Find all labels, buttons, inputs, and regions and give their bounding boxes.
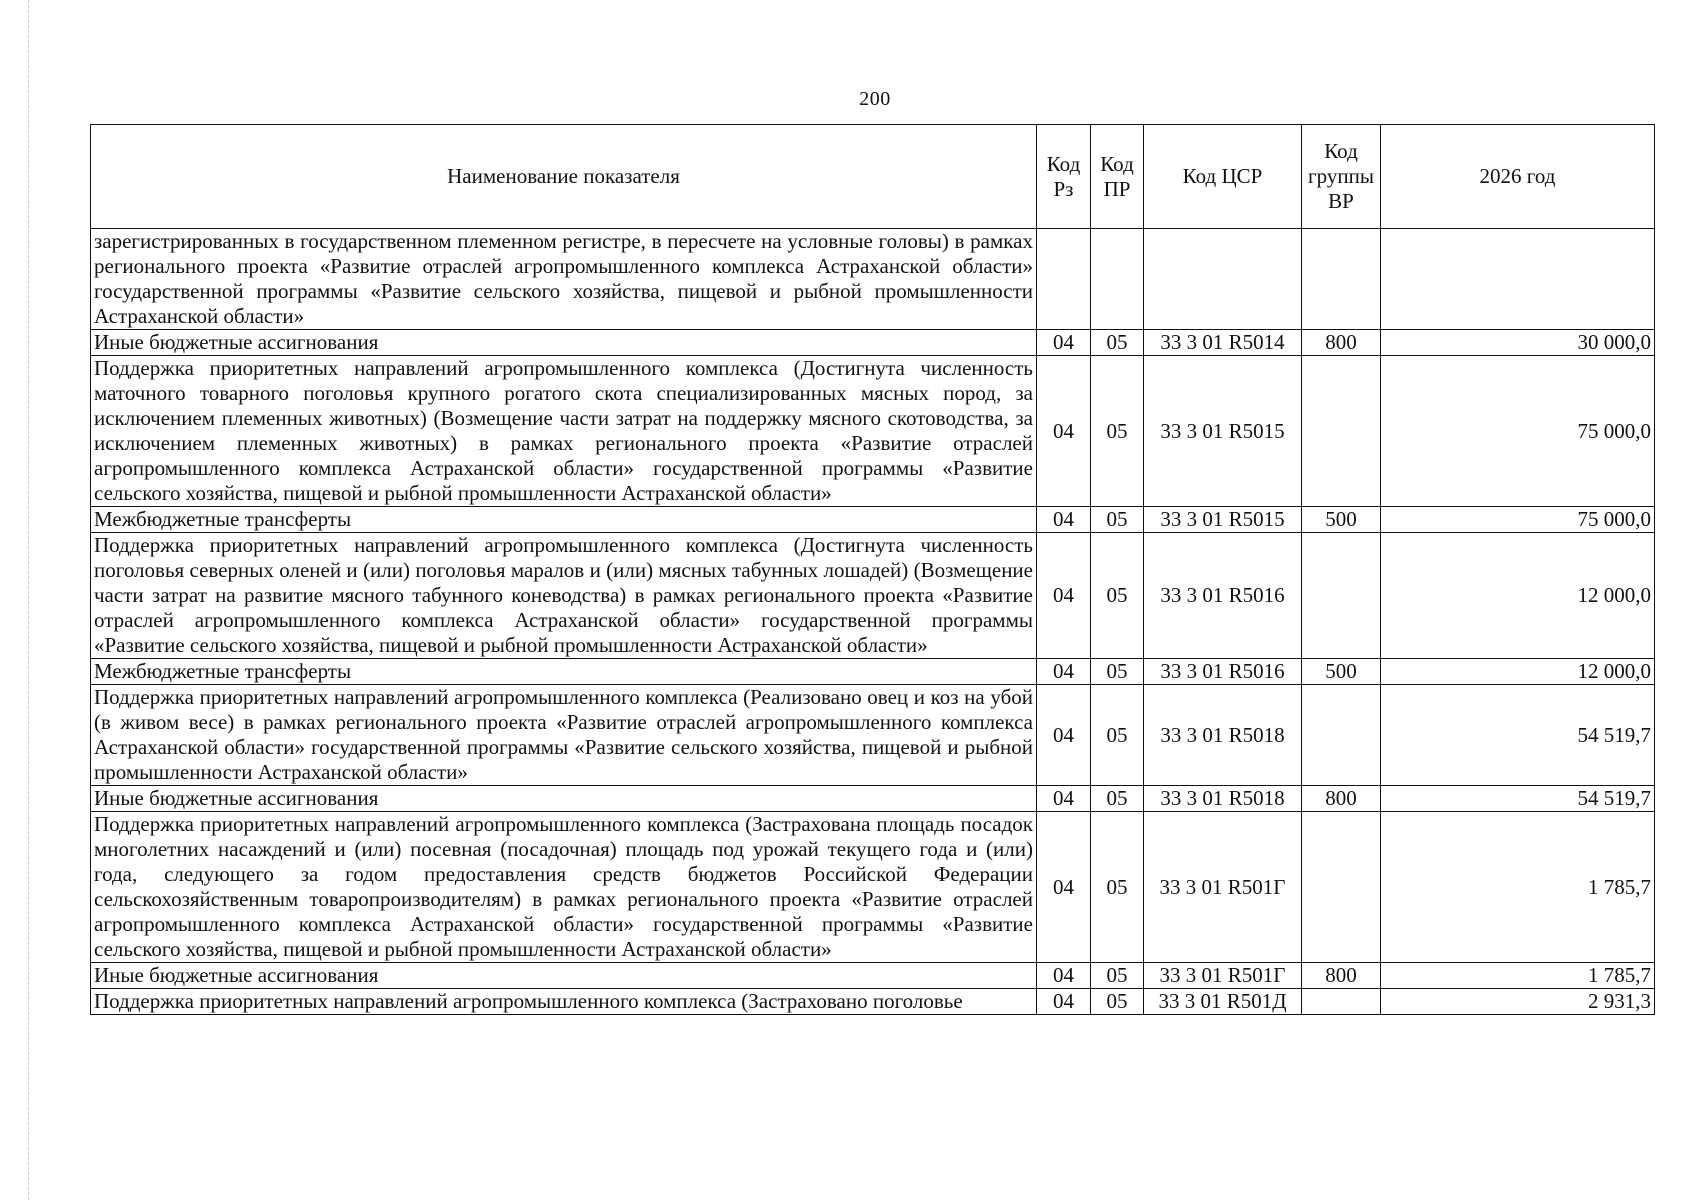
header-name: Наименование показателя [91, 125, 1037, 229]
row-pr: 05 [1091, 507, 1144, 533]
row-name: Поддержка приоритетных направлений агропромышленного комплекса (Реализовано овец и коз на убой (в живом весе) в рамках регионального проекта «Развитие отраслей агропромышленного комплекса Астраханской области» государственной программы «Развитие сельского хозяйства, пищевой и рыбной промышленности Астраханской области» [91, 685, 1037, 786]
row-vr [1302, 989, 1381, 1015]
row-name: Поддержка приоритетных направлений агропромышленного комплекса (Застрахована площадь посадок многолетних насаждений и (или) посевная (посадочная) площадь под урожай текущего года и (или) года, следующего за годом предоставления средств бюджетов Российской Федерации сельскохозяйственным товаропроизводителям) в рамках регионального проекта «Развитие отраслей агропромышленного комплекса Астраханской области» государственной программы «Развитие сельского хозяйства, пищевой и рыбной промышленности Астраханской области» [91, 812, 1037, 963]
table-row [91, 533, 1655, 659]
table-row [91, 685, 1655, 786]
row-rz: 04 [1037, 659, 1091, 685]
row-pr [1091, 229, 1144, 330]
row-csr: 33 3 01 R501Г [1144, 963, 1302, 989]
table-row [91, 989, 1655, 1015]
row-name: Поддержка приоритетных направлений агропромышленного комплекса (Достигнута численность маточного товарного поголовья крупного рогатого скота специализированных мясных пород, за исключением племенных животных) (Возмещение части затрат на поддержку мясного скотоводства, за исключением племенных животных) в рамках регионального проекта «Развитие отраслей агропромышленного комплекса Астраханской области» государственной программы «Развитие сельского хозяйства, пищевой и рыбной промышленности Астраханской области» [91, 356, 1037, 507]
row-rz: 04 [1037, 330, 1091, 356]
budget-table [90, 124, 1655, 1015]
row-rz: 04 [1037, 533, 1091, 659]
row-rz: 04 [1037, 507, 1091, 533]
row-csr: 33 3 01 R5018 [1144, 786, 1302, 812]
table-row [91, 330, 1655, 356]
row-rz: 04 [1037, 356, 1091, 507]
row-amount: 75 000,0 [1381, 356, 1655, 507]
row-rz: 04 [1037, 786, 1091, 812]
table-header-row [91, 125, 1655, 229]
row-pr: 05 [1091, 989, 1144, 1015]
row-csr: 33 3 01 R501Г [1144, 812, 1302, 963]
row-name: Поддержка приоритетных направлений агропромышленного комплекса (Достигнута численность поголовья северных оленей и (или) поголовья маралов и (или) мясных табунных лошадей) (Возмещение части затрат на развитие мясного табунного коневодства) в рамках регионального проекта «Развитие отраслей агропромышленного комплекса Астраханской области» государственной программы «Развитие сельского хозяйства, пищевой и рыбной промышленности Астраханской области» [91, 533, 1037, 659]
table-row [91, 229, 1655, 330]
row-vr: 500 [1302, 659, 1381, 685]
row-pr: 05 [1091, 659, 1144, 685]
row-amount: 30 000,0 [1381, 330, 1655, 356]
row-vr: 800 [1302, 330, 1381, 356]
row-csr: 33 3 01 R501Д [1144, 989, 1302, 1015]
row-rz: 04 [1037, 963, 1091, 989]
header-year: 2026 год [1381, 125, 1655, 229]
row-csr: 33 3 01 R5014 [1144, 330, 1302, 356]
header-vr: Код группы ВР [1302, 125, 1381, 229]
scan-edge-line [28, 0, 30, 1200]
table-row [91, 963, 1655, 989]
row-name: Межбюджетные трансферты [91, 659, 1037, 685]
row-amount [1381, 229, 1655, 330]
row-name: Иные бюджетные ассигнования [91, 963, 1037, 989]
row-pr: 05 [1091, 685, 1144, 786]
table-row [91, 659, 1655, 685]
row-name: Иные бюджетные ассигнования [91, 330, 1037, 356]
row-rz [1037, 229, 1091, 330]
row-vr: 500 [1302, 507, 1381, 533]
row-vr [1302, 533, 1381, 659]
row-amount: 54 519,7 [1381, 685, 1655, 786]
row-amount: 1 785,7 [1381, 963, 1655, 989]
table-row [91, 507, 1655, 533]
table-row [91, 786, 1655, 812]
row-name: зарегистрированных в государственном племенном регистре, в пересчете на условные головы) в рамках регионального проекта «Развитие отраслей агропромышленного комплекса Астраханской области» государственной программы «Развитие сельского хозяйства, пищевой и рыбной промышленности Астраханской области» [91, 229, 1037, 330]
row-name: Межбюджетные трансферты [91, 507, 1037, 533]
row-csr: 33 3 01 R5015 [1144, 507, 1302, 533]
row-pr: 05 [1091, 330, 1144, 356]
row-rz: 04 [1037, 685, 1091, 786]
row-vr [1302, 685, 1381, 786]
row-pr: 05 [1091, 356, 1144, 507]
row-amount: 54 519,7 [1381, 786, 1655, 812]
row-pr: 05 [1091, 786, 1144, 812]
row-vr [1302, 356, 1381, 507]
row-vr [1302, 229, 1381, 330]
table-row [91, 356, 1655, 507]
table-row [91, 812, 1655, 963]
row-csr: 33 3 01 R5015 [1144, 356, 1302, 507]
page-number: 200 [859, 88, 891, 110]
row-amount: 12 000,0 [1381, 533, 1655, 659]
row-csr: 33 3 01 R5016 [1144, 533, 1302, 659]
row-rz: 04 [1037, 812, 1091, 963]
row-amount: 12 000,0 [1381, 659, 1655, 685]
row-vr: 800 [1302, 963, 1381, 989]
row-vr [1302, 812, 1381, 963]
header-rz: Код Рз [1037, 125, 1091, 229]
row-pr: 05 [1091, 533, 1144, 659]
header-csr: Код ЦСР [1144, 125, 1302, 229]
row-pr: 05 [1091, 812, 1144, 963]
row-csr: 33 3 01 R5016 [1144, 659, 1302, 685]
header-pr: Код ПР [1091, 125, 1144, 229]
row-rz: 04 [1037, 989, 1091, 1015]
row-csr: 33 3 01 R5018 [1144, 685, 1302, 786]
row-name: Иные бюджетные ассигнования [91, 786, 1037, 812]
row-pr: 05 [1091, 963, 1144, 989]
row-name: Поддержка приоритетных направлений агропромышленного комплекса (Застраховано поголовье [91, 989, 1037, 1015]
row-vr: 800 [1302, 786, 1381, 812]
row-amount: 75 000,0 [1381, 507, 1655, 533]
row-amount: 2 931,3 [1381, 989, 1655, 1015]
row-csr [1144, 229, 1302, 330]
row-amount: 1 785,7 [1381, 812, 1655, 963]
